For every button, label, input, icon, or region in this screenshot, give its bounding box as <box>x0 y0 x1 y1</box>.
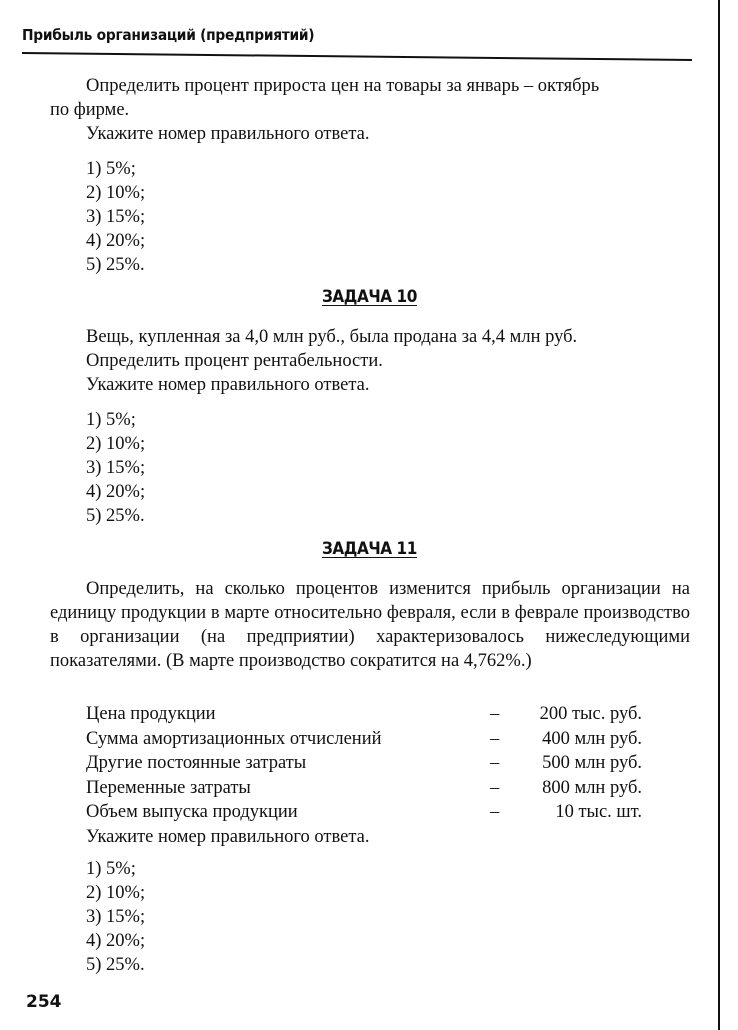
task10-line1: Вещь, купленная за 4,0 млн руб., была продана за 4,4 млн руб. <box>86 327 578 347</box>
page-edge-rule <box>718 0 720 1030</box>
row-dash: – <box>490 802 500 822</box>
row-dash: – <box>490 704 500 724</box>
task10-option-2: 2) 10%; <box>86 434 146 454</box>
task11-instruction: Укажите номер правильного ответа. <box>86 826 370 847</box>
task9-option-1: 1) 5%; <box>86 159 136 179</box>
task11-option-5: 5) 25%. <box>86 955 145 975</box>
task9-option-4: 4) 20%; <box>86 231 146 251</box>
task11-instruction-row <box>86 825 646 850</box>
row-value: 200 тыс. руб. <box>539 704 642 724</box>
task11-option-2: 2) 10%; <box>86 883 146 903</box>
task10-option-4: 4) 20%; <box>86 482 146 502</box>
header-rule <box>22 52 692 61</box>
table-row <box>86 776 646 801</box>
task9-instruction: Укажите номер правильного ответа. <box>86 124 370 144</box>
row-label: Сумма амортизационных отчислений <box>86 728 382 749</box>
row-value: 800 млн руб. <box>542 777 642 798</box>
task11-title: ЗАДАЧА 11 <box>322 539 417 559</box>
task9-question-line1: Определить процент прироста цен на товары за январь – октябрь <box>86 76 600 96</box>
task10-line2: Определить процент рентабельности. <box>86 351 383 371</box>
table-row <box>86 702 646 727</box>
row-label: Другие постоянные затраты <box>86 753 307 773</box>
task9-option-2: 2) 10%; <box>86 183 146 203</box>
task11-paragraph: Определить, на сколько процентов изменится прибыль организации на единицу продукции в марте относительно февраля, если в феврале производство в организации (на предприятии) характеризовалось нижеследующими показателями. (В марте производство сократится на 4,762%.) <box>50 579 690 671</box>
task9-option-5: 5) 25%. <box>86 255 145 275</box>
running-header: Прибыль организаций (предприятий) <box>22 26 315 44</box>
task11-option-3: 3) 15%; <box>86 907 146 927</box>
row-label: Объем выпуска продукции <box>86 802 298 822</box>
task11-option-4: 4) 20%; <box>86 931 146 951</box>
row-value: 500 млн руб. <box>542 753 642 773</box>
task9-question-line2: по фирме. <box>50 100 130 120</box>
row-dash: – <box>490 777 500 798</box>
row-dash: – <box>490 753 500 773</box>
row-dash: – <box>490 728 500 749</box>
table-row <box>86 727 646 752</box>
row-label: Цена продукции <box>86 704 216 724</box>
row-label: Переменные затраты <box>86 777 251 798</box>
table-row <box>86 751 646 776</box>
row-value: 400 млн руб. <box>542 728 642 749</box>
task10-title: ЗАДАЧА 10 <box>322 287 417 307</box>
task9-option-3: 3) 15%; <box>86 207 146 227</box>
task10-option-1: 1) 5%; <box>86 410 136 430</box>
row-value: 10 тыс. шт. <box>555 802 642 822</box>
task10-option-5: 5) 25%. <box>86 506 145 526</box>
table-row <box>86 800 646 825</box>
indicators-table <box>86 702 646 849</box>
page-number: 254 <box>26 992 62 1012</box>
task10-option-3: 3) 15%; <box>86 458 146 478</box>
task11-option-1: 1) 5%; <box>86 859 136 879</box>
task10-instruction: Укажите номер правильного ответа. <box>86 375 370 395</box>
